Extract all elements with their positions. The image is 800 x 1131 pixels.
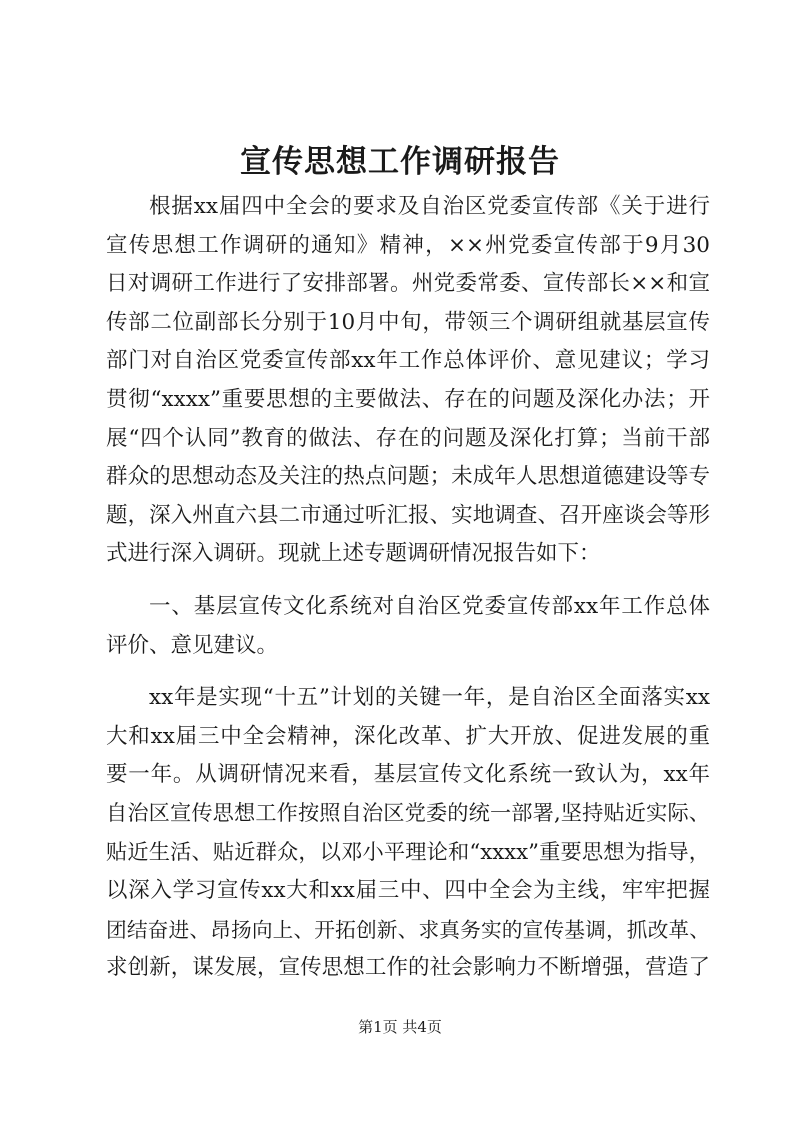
paragraph-3 [106, 679, 710, 988]
paragraph-line: 要一年。从调研情况来看，基层宣传文化系统一致认为，xx年 [106, 762, 710, 788]
document-title: 宣传思想工作调研报告 [240, 144, 560, 180]
paragraph-line: 式进行深入调研。现就上述专题调研情况报告如下： [106, 541, 601, 567]
paragraph-1 [106, 188, 710, 574]
paragraph-line: 自治区宣传思想工作按照自治区党委的统一部署,坚持贴近实际、 [106, 800, 710, 826]
paragraph-line: 贯彻“xxxx”重要思想的主要做法、存在的问题及深化办法；开 [106, 386, 710, 412]
paragraph-line: 评价、意见建议。 [106, 632, 279, 658]
paragraph-line: 一、基层宣传文化系统对自治区党委宣传部xx年工作总体 [149, 593, 710, 619]
paragraph-line: 群众的思想动态及关注的热点问题；未成年人思想道德建设等专 [106, 464, 710, 490]
paragraph-line: 贴近生活、贴近群众，以邓小平理论和“xxxx”重要思想为指导， [106, 839, 710, 865]
paragraph-line: xx年是实现“十五”计划的关键一年，是自治区全面落实xx [149, 685, 710, 711]
paragraph-line: 题，深入州直六县二市通过听汇报、实地调查、召开座谈会等形 [106, 502, 710, 528]
paragraph-line: 大和xx届三中全会精神，深化改革、扩大开放、促进发展的重 [106, 723, 710, 749]
paragraph-line: 部门对自治区党委宣传部xx年工作总体评价、意见建议；学习 [106, 348, 710, 374]
page-footer: 第1页 共4页 [358, 1018, 442, 1036]
paragraph-line: 团结奋进、昂扬向上、开拓创新、求真务实的宣传基调，抓改革、 [106, 917, 710, 942]
document-body [106, 188, 710, 988]
paragraph-line: 日对调研工作进行了安排部署。州党委常委、宣传部长××和宣 [106, 271, 710, 297]
paragraph-line: 求创新，谋发展，宣传思想工作的社会影响力不断增强，营造了 [106, 955, 710, 981]
paragraph-2 [106, 588, 710, 665]
paragraph-line: 传部二位副部长分别于10月中旬，带领三个调研组就基层宣传 [106, 309, 710, 335]
paragraph-line: 以深入学习宣传xx大和xx届三中、四中全会为主线，牢牢把握 [106, 878, 710, 904]
paragraph-line: 根据xx届四中全会的要求及自治区党委宣传部《关于进行 [149, 194, 710, 219]
paragraph-line: 宣传思想工作调研的通知》精神，××州党委宣传部于9月30 [106, 232, 710, 258]
paragraph-line: 展“四个认同”教育的做法、存在的问题及深化打算；当前干部 [106, 425, 710, 451]
